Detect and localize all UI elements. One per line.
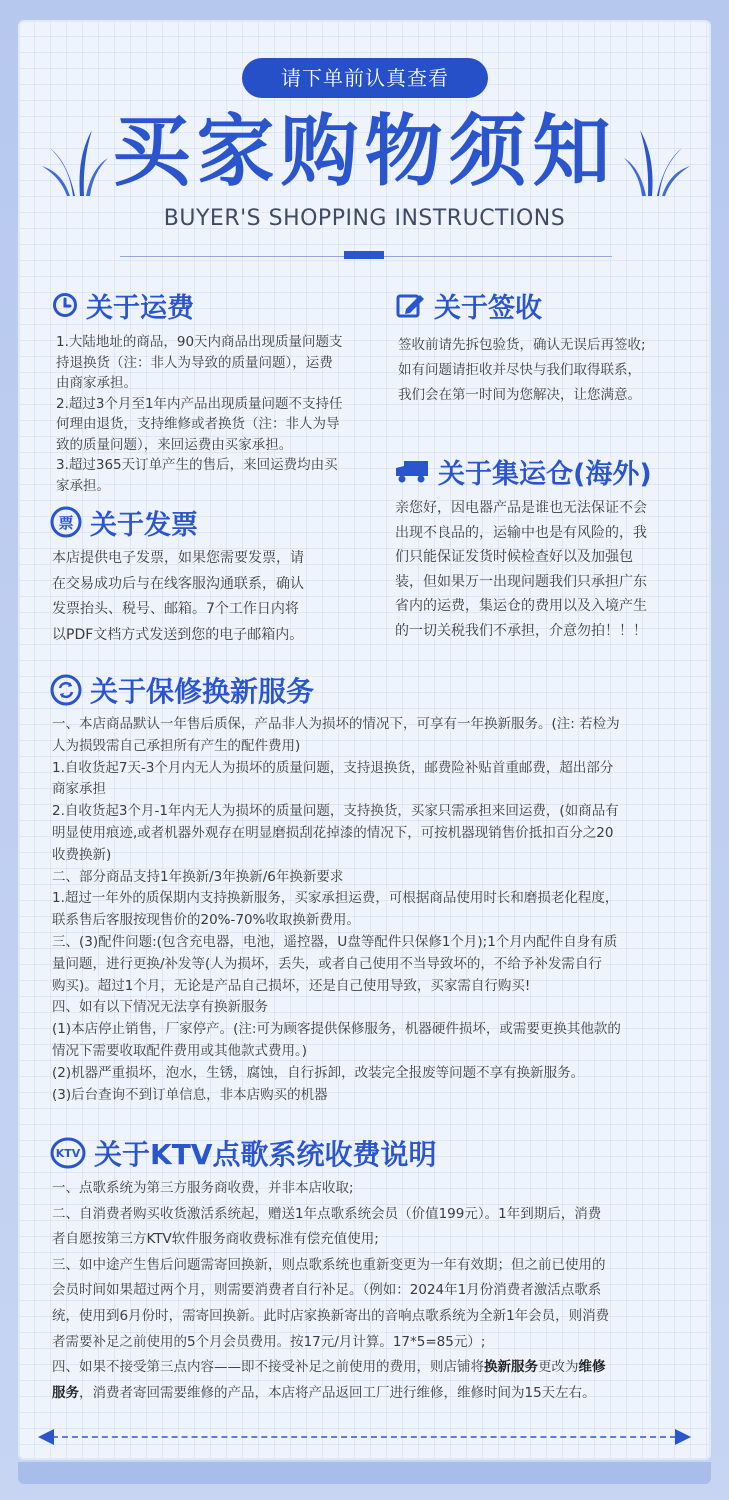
- arrow-left-icon: [38, 1429, 54, 1445]
- text-line: 持退换货（注：非人为导致的质量问题），运费: [56, 354, 333, 371]
- text-line: 致的质量问题），来回运费由买家承担。: [56, 436, 293, 453]
- text-line: 以PDF文档方式发送到您的电子邮箱内。: [52, 626, 304, 643]
- text-line: 2.自收货起3个月-1年内无人为损坏的质量问题，支持换货，买家只需承担来回运费，(如商品有: [52, 803, 619, 820]
- signing-text: [398, 333, 698, 408]
- text-line: 在交易成功后与在线客服沟通联系，确认: [52, 575, 304, 592]
- text-line: 商家承担: [52, 781, 106, 798]
- text-line: 统，使用到6月份时，需寄回换新。此时店家换新寄出的音响点歌系统为全新1年会员，则消费: [52, 1307, 610, 1324]
- text-line: 发票抬头、税号、邮箱。7个工作日内将: [52, 601, 299, 617]
- ticket-icon: [50, 506, 82, 538]
- text-line: 四、如有以下情况无法享有换新服务: [52, 999, 268, 1016]
- text-line: 量问题，进行更换/补发等(人为损坏，丢失，或者自己使用不当导致坏的，不给予补发需自行: [52, 955, 602, 972]
- text-line: 联系售后客服按现售价的20%-70%收取换新费用。: [52, 912, 360, 929]
- page-title: 买家购物须知: [112, 107, 617, 197]
- text-line: 我们会在第一时间为您解决，让您满意。: [398, 387, 641, 403]
- text-line-last-2: [52, 1381, 702, 1407]
- ticket-icon-text: 票: [58, 513, 74, 532]
- overseas-text: [395, 496, 695, 644]
- text-line: 一、点歌系统为第三方服务商收费，并非本店收取;: [52, 1180, 354, 1196]
- text-line: 一、本店商品默认一年售后质保，产品非人为损坏的情况下，可享有一年换新服务。(注: 若检为: [52, 716, 620, 732]
- warranty-text: [52, 714, 702, 1106]
- text-line: 们只能保证发货时候检查好以及加强包: [395, 549, 633, 566]
- ktv-text: [52, 1176, 702, 1406]
- text-fragment: 四、如果不接受第三点内容——即不接受补足之前使用的费用，则店铺将: [52, 1359, 484, 1376]
- text-fragment: 更改为: [538, 1359, 579, 1376]
- text-line: 1.自收货起7天-3个月内无人为损坏的质量问题，支持退换货，邮费险补贴首重邮费，超出部分: [52, 759, 614, 776]
- text-bold: 维修: [578, 1359, 606, 1376]
- section-overseas-label: 关于集运仓(海外): [438, 458, 652, 490]
- text-line: (2)机器严重损坏，泡水，生锈，腐蚀，自行拆卸，改装完全报废等问题不享有换新服务。: [52, 1064, 585, 1081]
- text-line: 购买)。超过1个月，无论是产品自己损坏，还是自己使用导致，买家需自行购买!: [52, 977, 531, 994]
- text-line: 1.超过一年外的质保期内支持换新服务，买家承担运费，可根据商品使用时长和磨损老化程度，: [52, 890, 619, 907]
- text-line: 省内的运费，集运仓的费用以及入境产生: [395, 598, 647, 615]
- text-line: (1)本店停止销售，厂家停产。(注:可为顾客提供保修服务，机器硬件损坏，或需要更换其他款的: [52, 1021, 621, 1038]
- refresh-icon: [50, 674, 82, 706]
- text-line: (3)后台查询不到订单信息，非本店购买的机器: [52, 1086, 328, 1103]
- section-shipping-label: 关于运费: [86, 292, 194, 324]
- shipping-text: [56, 332, 376, 496]
- section-signing-label: 关于签收: [434, 292, 542, 324]
- text-line: 三、如中途产生售后问题需寄回换新，则点歌系统也重新变更为一年有效期；但之前已使用的: [52, 1256, 606, 1273]
- ktv-icon: [50, 1137, 86, 1169]
- text-line: 的一切关税我们不承担，介意勿拍！！！: [395, 622, 647, 639]
- section-ktv-title: [50, 1133, 436, 1173]
- section-warranty-title: [50, 670, 314, 710]
- text-line-last: [52, 1355, 702, 1381]
- text-line: 情况下需要收取配件费用或其他款式费用。): [52, 1042, 308, 1059]
- text-bold: 服务: [52, 1384, 79, 1401]
- text-line: 收费换新): [52, 846, 112, 863]
- text-line: 3.超过365天订单产生的售后，来回运费均由买: [56, 457, 338, 473]
- page-subtitle: BUYER'S SHOPPING INSTRUCTIONS: [163, 206, 566, 231]
- section-signing-title: [396, 286, 542, 324]
- text-line: 出现不良品的，运输中也是有风险的，我: [395, 524, 647, 541]
- text-line: 二、部分商品支持1年换新/3年换新/6年换新要求: [52, 868, 344, 885]
- section-ktv-label: 关于KTV点歌系统收费说明: [94, 1138, 437, 1171]
- text-bold: 换新服务: [484, 1359, 538, 1376]
- text-line: 人为损毁需自己承担所有产生的配件费用): [52, 737, 301, 754]
- text-line: 亲您好，因电器产品是谁也无法保证不会: [395, 500, 647, 516]
- text-line: 如有问题请拒收并尽快与我们取得联系，: [398, 362, 641, 378]
- text-line: 明显使用痕迹,或者机器外观存在明显磨损刮花掉漆的情况下，可按机器现销售价抵扣百分之20: [52, 824, 614, 841]
- bottom-strip: [18, 1462, 711, 1484]
- clock-icon: [52, 292, 78, 318]
- text-line: 由商家承担。: [56, 375, 137, 391]
- text-line: 者需要补足之前使用的5个月会员费用。按17元/月计算。17*5=85元）;: [52, 1333, 486, 1350]
- section-shipping-title: [52, 286, 194, 324]
- text-line: 何理由退货，支持维修或者换货（注：非人为导: [56, 416, 340, 432]
- ktv-icon-text: KTV: [55, 1146, 81, 1160]
- text-line: 1.大陆地址的商品，90天内商品出现质量问题支: [56, 334, 343, 350]
- invoice-text: [52, 546, 362, 648]
- text-fragment: ，消费者寄回需要维修的产品，本店将产品返回工厂进行维修，维修时间为15天左右。: [79, 1384, 596, 1401]
- section-warranty-label: 关于保修换新服务: [90, 675, 315, 708]
- section-invoice-label: 关于发票: [90, 509, 198, 541]
- notice-pill: 请下单前认真查看: [242, 58, 488, 98]
- arrow-right-icon: [675, 1429, 691, 1445]
- edit-icon: [396, 291, 426, 319]
- text-line: 会员时间如果超过两个月，则需要消费者自行补足。（例如：2024年1月份消费者激活点歌系: [52, 1282, 602, 1299]
- text-line: 三、(3)配件问题:(包含充电器，电池，遥控器，U盘等配件只保修1个月);1个月内配件自身有质: [52, 933, 618, 950]
- section-invoice-title: [50, 503, 198, 541]
- text-line: 签收前请先拆包验货，确认无误后再签收;: [398, 337, 646, 353]
- text-line: 2.超过3个月至1年内产品出现质量问题不支持任: [56, 395, 343, 412]
- text-line: 装，但如果万一出现问题我们只承担广东: [395, 573, 647, 590]
- section-overseas-title: [394, 452, 652, 490]
- text-line: 者自愿按第三方KTV软件服务商收费标准有偿充值使用;: [52, 1231, 379, 1248]
- text-line: 二、自消费者购买收货激活系统起，赠送1年点歌系统会员（价值199元）。1年到期后，消费: [52, 1205, 602, 1222]
- title-divider-mark: [344, 251, 384, 259]
- text-line: 本店提供电子发票，如果您需要发票，请: [52, 550, 304, 566]
- text-line: 家承担。: [56, 477, 110, 494]
- bottom-divider: [52, 1436, 676, 1438]
- truck-icon: [394, 458, 430, 484]
